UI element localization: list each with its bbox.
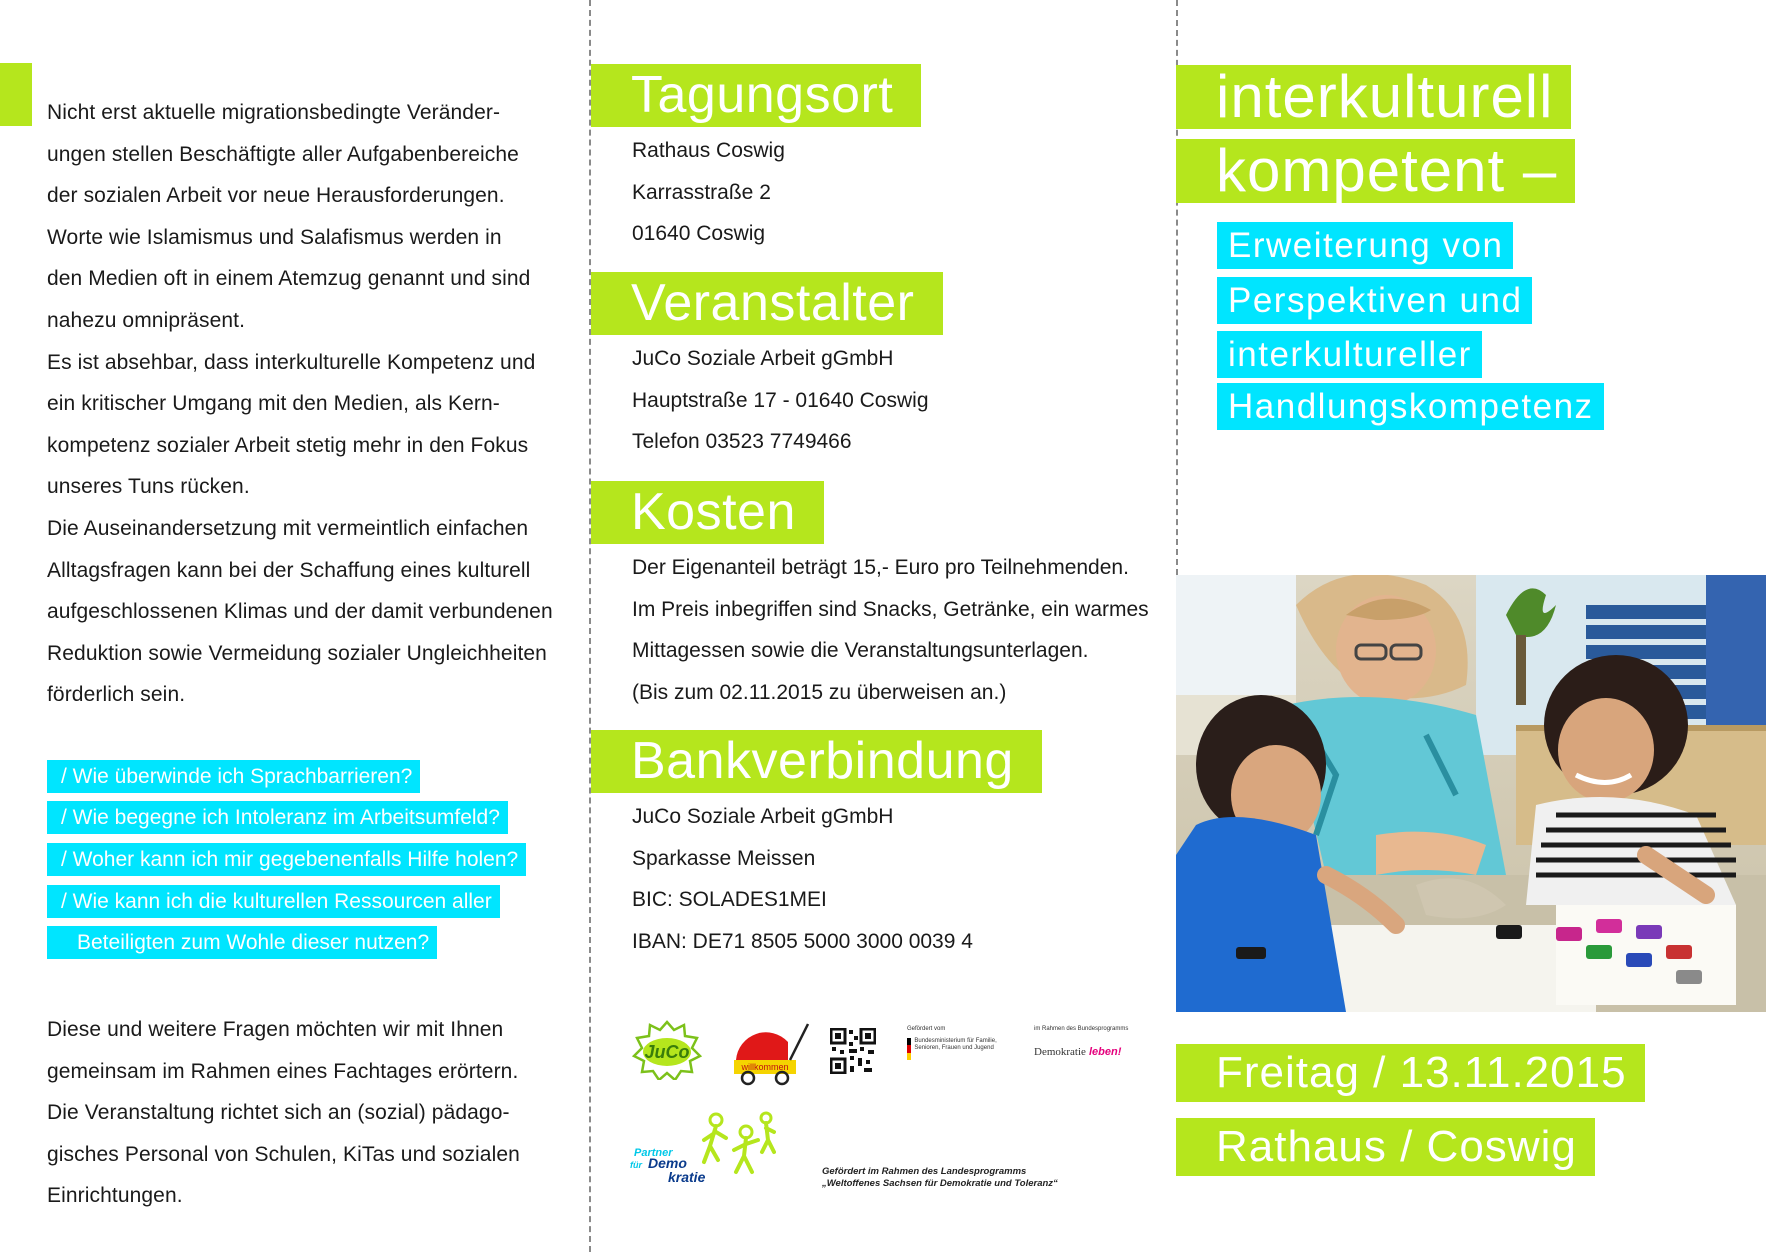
partnership-text-b: für: [630, 1160, 642, 1170]
title-line-1: interkulturell: [1176, 65, 1571, 129]
juco-logo: [625, 1020, 710, 1080]
partnership-text-d: kratie: [668, 1169, 706, 1185]
text-line: aufgeschlossenen Klimas und der damit verbundenen: [47, 600, 553, 624]
organizer-name: JuCo Soziale Arbeit gGmbH: [632, 347, 894, 370]
organizer-info: [632, 338, 929, 463]
text-line: ungen stellen Beschäftigte aller Aufgabenbereiche: [47, 142, 519, 166]
ministry-logo: [907, 1026, 1017, 1060]
bank-name: Sparkasse Meissen: [632, 846, 816, 870]
question-3: / Woher kann ich mir gegebenenfalls Hilfe holen?: [47, 843, 526, 876]
text-line: ein kritischer Umgang mit den Medien, als Kern-: [47, 392, 500, 416]
title-line-2: kompetent –: [1176, 139, 1575, 203]
text-line: Diese und weitere Fragen möchten wir mit Ihnen: [47, 1018, 504, 1041]
program-text-a: Demokratie: [1034, 1046, 1086, 1058]
subtitle-line-3: interkultureller: [1217, 331, 1482, 378]
question-1: / Wie überwinde ich Sprachbarrieren?: [47, 760, 420, 793]
fold-line-left: [589, 0, 591, 1252]
program-top-text: im Rahmen des Bundesprogramms: [1034, 1026, 1129, 1032]
costs-heading: Kosten: [591, 481, 824, 544]
funding-line-1: Gefördert im Rahmen des Landesprogramms: [822, 1166, 1027, 1177]
organizer-address: Hauptstraße 17 - 01640 Coswig: [632, 388, 929, 412]
text-line: kompetenz sozialer Arbeit stetig mehr in den Fokus: [47, 433, 529, 457]
funding-line-2: „Weltoffenes Sachsen für Demokratie und Toleranz“: [822, 1178, 1058, 1189]
qr-code-icon: [830, 1028, 876, 1074]
bank-heading: Bankverbindung: [591, 730, 1042, 793]
ministry-top-text: Gefördert vom: [907, 1026, 946, 1032]
text-line: förderlich sein.: [47, 683, 186, 707]
subtitle-line-4: Handlungskompetenz: [1217, 383, 1604, 430]
program-logo: [1034, 1026, 1154, 1058]
text-line: Es ist absehbar, dass interkulturelle Kompetenz und: [47, 350, 536, 374]
closing-text: [47, 1009, 520, 1217]
text-line: nahezu omnipräsent.: [47, 308, 246, 332]
venue-street: Karrasstraße 2: [632, 180, 771, 204]
event-date: Freitag / 13.11.2015: [1176, 1044, 1645, 1102]
workshop-photo: [1176, 575, 1766, 1012]
venue-name: Rathaus Coswig: [632, 139, 785, 162]
juco-logo-text: JuCo: [644, 1042, 690, 1062]
text-line: Einrichtungen.: [47, 1184, 183, 1208]
text-line: den Medien oft in einem Atemzug genannt und sind: [47, 267, 531, 291]
partnership-text-a: Partner: [634, 1147, 673, 1159]
flag-icon: [907, 1038, 911, 1060]
costs-info: [632, 547, 1149, 713]
text-line: gisches Personal von Schulen, KiTas und sozialen: [47, 1142, 520, 1166]
willkommen-logo-text: willkommen: [741, 1062, 789, 1072]
bank-iban: IBAN: DE71 8505 5000 3000 0039 4: [632, 929, 973, 953]
funding-note: [822, 1166, 1058, 1190]
partnership-text-c: Demo: [648, 1155, 687, 1171]
organizer-heading: Veranstalter: [591, 272, 943, 335]
text-line: Nicht erst aktuelle migrationsbedingte Veränder-: [47, 101, 501, 124]
venue-heading: Tagungsort: [591, 64, 921, 127]
text-line: Worte wie Islamismus und Salafismus werden in: [47, 225, 502, 249]
organizer-phone: Telefon 03523 7749466: [632, 430, 852, 454]
text-line: Die Veranstaltung richtet sich an (sozial) pädago-: [47, 1101, 510, 1125]
text-line: der sozialen Arbeit vor neue Herausforderungen.: [47, 184, 505, 208]
question-4-continued: Beteiligten zum Wohle dieser nutzen?: [47, 926, 437, 959]
accent-bar: [0, 63, 32, 126]
venue-info: [632, 130, 785, 255]
question-4: / Wie kann ich die kulturellen Ressourcen aller: [47, 885, 500, 918]
costs-line: (Bis zum 02.11.2015 zu überweisen an.): [632, 680, 1007, 704]
bank-info: [632, 796, 973, 962]
event-place: Rathaus / Coswig: [1176, 1118, 1595, 1176]
subtitle-line-2: Perspektiven und: [1217, 277, 1532, 324]
text-line: gemeinsam im Rahmen eines Fachtages erörtern.: [47, 1059, 519, 1083]
venue-city: 01640 Coswig: [632, 222, 766, 246]
costs-line: Im Preis inbegriffen sind Snacks, Getränke, ein warmes: [632, 597, 1149, 621]
text-line: Reduktion sowie Vermeidung sozialer Ungleichheiten: [47, 641, 547, 665]
costs-line: Mittagessen sowie die Veranstaltungsunterlagen.: [632, 639, 1089, 663]
intro-text: [47, 92, 553, 716]
text-line: Die Auseinandersetzung mit vermeintlich einfachen: [47, 516, 529, 540]
program-text-b: leben!: [1089, 1046, 1122, 1058]
text-line: unseres Tuns rücken.: [47, 475, 250, 499]
bank-holder: JuCo Soziale Arbeit gGmbH: [632, 805, 894, 828]
costs-line: Der Eigenanteil beträgt 15,- Euro pro Teilnehmenden.: [632, 556, 1129, 579]
bank-bic: BIC: SOLADES1MEI: [632, 888, 827, 912]
partnership-logo: [628, 1110, 776, 1188]
text-line: Alltagsfragen kann bei der Schaffung eines kulturell: [47, 558, 531, 582]
subtitle-line-1: Erweiterung von: [1217, 222, 1513, 269]
question-2: / Wie begegne ich Intoleranz im Arbeitsumfeld?: [47, 801, 508, 834]
ministry-name: Bundesministerium für Familie, Senioren, Frauen und Jugend: [914, 1038, 997, 1051]
willkommen-logo: [728, 1020, 812, 1086]
